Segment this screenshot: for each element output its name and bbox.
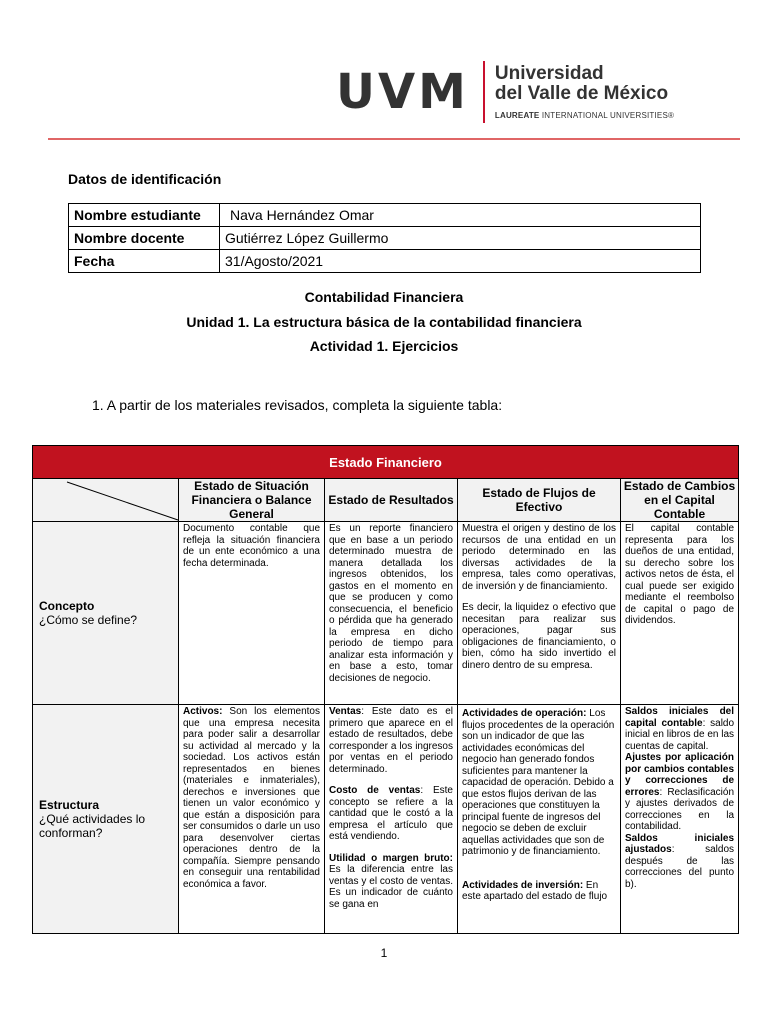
cell-bold: Activos: bbox=[183, 706, 223, 717]
cell-bold: Actividades de inversión: bbox=[462, 879, 584, 891]
diagonal-line bbox=[33, 479, 178, 521]
teacher-value: Gutiérrez López Guillermo bbox=[220, 227, 701, 250]
table-title: Estado Financiero bbox=[33, 446, 739, 479]
column-header-cash-flow: Estado de Flujos de Efectivo bbox=[458, 479, 621, 522]
row-header-structure bbox=[33, 705, 179, 934]
logo-line1: Universidad bbox=[494, 63, 604, 84]
teacher-label: Nombre docente bbox=[69, 227, 220, 250]
cell-paragraph bbox=[329, 785, 453, 843]
cell-text: Es un reporte financiero que en base a un periodo determinado muestra de manera detallada los ingresos obtenidos, los gastos en el momento en que se producen y como consecuencia, el beneficio o pérdida que ha generado la empresa en dicho periodo de tiempo para analizar esta información y en base a esto, tomar decisiones de negocio. bbox=[329, 523, 453, 684]
cell-paragraph bbox=[329, 706, 453, 775]
cell-paragraph: Es decir, la liquidez o efectivo que necesitan para realizar sus operaciones, pagar sus obligaciones de financiamiento, o bien, cómo ha sido invertido el dinero dentro de su empresa. bbox=[462, 602, 616, 671]
table-row bbox=[69, 250, 701, 273]
cell-bold: Ventas bbox=[329, 706, 362, 717]
table-row bbox=[33, 705, 739, 934]
cell-bold: Costo de ventas bbox=[329, 785, 421, 796]
cell-paragraph bbox=[462, 880, 616, 903]
concept-results bbox=[325, 522, 458, 705]
row-header-concept bbox=[33, 522, 179, 705]
structure-balance bbox=[179, 705, 325, 934]
table-row bbox=[33, 479, 739, 522]
identification-table bbox=[68, 203, 701, 273]
structure-question: ¿Qué actividades lo conforman? bbox=[39, 812, 146, 840]
concept-title: Concepto bbox=[39, 599, 95, 613]
logo-line2: del Valle de México bbox=[494, 83, 669, 104]
structure-title: Estructura bbox=[39, 798, 100, 812]
cell-text bbox=[458, 522, 620, 704]
logo-laureate: LAUREATE bbox=[494, 111, 540, 120]
student-label: Nombre estudiante bbox=[69, 204, 220, 227]
financial-statements-table bbox=[32, 445, 739, 934]
cell-paragraph: Muestra el origen y destino de los recursos de una entidad en un periodo determinado en las diversas actividades de la empresa, tales como operativas, de inversión y de financiamiento. bbox=[462, 523, 616, 592]
cell-span: Los flujos procedentes de la operación son un indicador de que las actividades económicas del negocio han generado fondos suficientes para mantener la capacidad de operación. Debido a que estos flujos derivan de las operaciones que constituyen la principal fuente de ingresos del negocio se deben de excluir aquellas actividades que son de patrimonio y de financiamiento. bbox=[462, 708, 615, 857]
activity-heading: Actividad 1. Ejercicios bbox=[309, 338, 459, 354]
logo-laureate-rest: INTERNATIONAL UNIVERSITIES® bbox=[539, 111, 675, 120]
cell-span: Es la diferencia entre las ventas y el costo de ventas. Es un indicador de cuánto se gana en bbox=[329, 864, 453, 910]
cell-bold: Ajustes por aplicación por cambios contables y correcciones de errores bbox=[625, 752, 735, 798]
column-header-equity: Estado de Cambios en el Capital Contable bbox=[621, 479, 739, 522]
cell-paragraph bbox=[329, 853, 453, 911]
date-value: 31/Agosto/2021 bbox=[220, 250, 701, 273]
concept-question: ¿Cómo se define? bbox=[39, 613, 138, 627]
concept-equity bbox=[621, 522, 739, 705]
corner-cell bbox=[33, 479, 179, 522]
concept-cash-flow bbox=[458, 522, 621, 705]
cell-text: El capital contable representa para los dueños de una entidad, su derecho sobre los activos netos de ésta, el cual puede ser exigido mediante el reembolso de capital o pago de dividendos. bbox=[625, 523, 735, 626]
logo-mark: UVM bbox=[336, 64, 469, 120]
uvm-logo bbox=[336, 60, 674, 124]
table-row bbox=[33, 522, 739, 705]
cell-text bbox=[325, 705, 457, 931]
cell-bold: Saldos iniciales ajustados bbox=[625, 832, 735, 855]
subject-heading: Contabilidad Financiera bbox=[304, 289, 464, 305]
header-rule bbox=[48, 138, 740, 140]
cell-text: Documento contable que refleja la situación financiera de un ente económico a una fecha determinada. bbox=[183, 523, 320, 569]
cell-text bbox=[458, 705, 620, 933]
structure-cash-flow bbox=[458, 705, 621, 934]
column-header-balance: Estado de Situación Financiera o Balance General bbox=[179, 479, 325, 522]
logo-divider bbox=[483, 61, 485, 123]
student-value: Nava Hernández Omar bbox=[220, 204, 701, 227]
instruction-text: 1. A partir de los materiales revisados, completa la siguiente tabla: bbox=[92, 397, 503, 413]
cell-span: : Reclasificación y ajustes derivados de correcciones en la contabilidad. bbox=[625, 786, 735, 832]
cell-text bbox=[179, 705, 324, 931]
structure-equity bbox=[621, 705, 739, 934]
structure-results bbox=[325, 705, 458, 934]
unit-heading: Unidad 1. La estructura básica de la contabilidad financiera bbox=[186, 314, 582, 330]
cell-bold: Saldos iniciales del capital contable bbox=[625, 706, 735, 729]
cell-span: Son los elementos que una empresa necesita para poder salir a desarrollar su actividad al mercado y la sociedad. Los activos están representados en bienes (materiales e inmateriales), derechos e inversiones que tienen un valor económico y que están a disposición para ser consumidos o darle un uso para desenvolver ciertas operaciones dentro de la compañía. Siempre pensando en conseguir una rentabilidad económica a favor. bbox=[183, 706, 320, 890]
cell-span: En este apartado del estado de flujo bbox=[462, 879, 608, 902]
cell-bold: Actividades de operación: bbox=[462, 708, 587, 719]
cell-span: : saldos después de las correcciones del punto b). bbox=[625, 844, 735, 890]
table-row bbox=[69, 227, 701, 250]
section-title: Datos de identificación bbox=[68, 171, 222, 187]
logo-line3 bbox=[495, 111, 674, 120]
cell-span: : saldo inicial en libros de en las cuentas de capital. bbox=[625, 717, 735, 752]
logo-text bbox=[495, 64, 674, 120]
column-header-results: Estado de Resultados bbox=[325, 479, 458, 522]
cell-bold: Utilidad o margen bruto: bbox=[329, 852, 453, 864]
cell-paragraph bbox=[462, 708, 616, 858]
table-row bbox=[33, 446, 739, 479]
date-label: Fecha bbox=[69, 250, 220, 273]
concept-balance bbox=[179, 522, 325, 705]
cell-span: : Este concepto se refiere a la cantidad que le costó a la empresa el artículo que está vendiendo. bbox=[329, 785, 453, 842]
cell-text bbox=[621, 705, 738, 931]
table-row bbox=[69, 204, 701, 227]
page-number: 1 bbox=[380, 946, 388, 960]
cell-span: : Este dato es el primero que aparece en el estado de resultados, debe corresponder a los ingresos por ventas en el periodo determinado. bbox=[329, 706, 453, 775]
